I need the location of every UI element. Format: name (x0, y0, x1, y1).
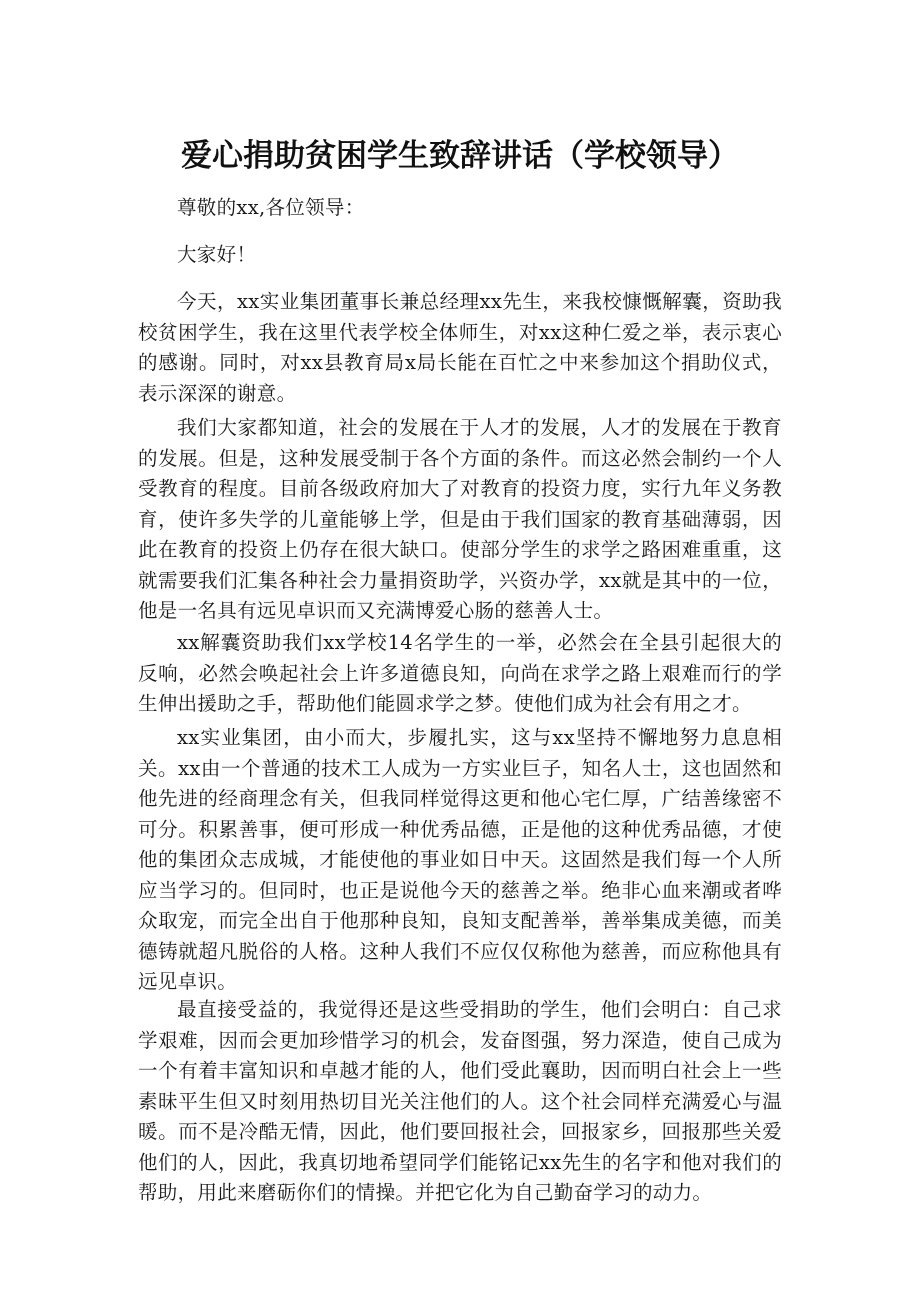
salutation: 尊敬的xx,各位领导： (177, 196, 365, 219)
paragraph-5: 最直接受益的，我觉得还是这些受捐助的学生，他们会明白：自己求学艰难，因而会更加珍惜学习的机会，发奋图强，努力深造，使自己成为一个有着丰富知识和卓越才能的人，他们受此襄助，因而明白社会上一些素昧平生但又时刻用热切目光关注他们的人。这个社会同样充满爱心与温暖。而不是冷酷无情，因此，他们要回报社会，回报家乡，回报那些关爱他们的人，因此，我真切地希望同学们能铭记xx先生的名字和他对我们的帮助，用此来磨砺你们的情操。并把它化为自己勤奋学习的动力。 (138, 998, 782, 1204)
paragraph-3: xx解囊资助我们xx学校14名学生的一举，必然会在全县引起很大的反响，必然会唤起社会上许多道德良知，向尚在求学之路上艰难而行的学生伸出援助之手，帮助他们能圆求学之梦。使他们成为社会有用之才。 (138, 631, 782, 715)
paragraph-4: xx实业集团，由小而大，步履扎实，这与xx坚持不懈地努力息息相关。xx由一个普通的技术工人成为一方实业巨子，知名人士，这也固然和他先进的经商理念有关，但我同样觉得这更和他心宅仁厚，广结善缘密不可分。积累善事，便可形成一种优秀品德，正是他的这种优秀品德，才使他的集团众志成城，才能使他的事业如日中天。这固然是我们每一个人所应当学习的。但同时，也正是说他今天的慈善之举。绝非心血来潮或者哗众取宠，而完全出自于他那种良知，良知支配善举，善举集成美德，而美德铸就超凡脱俗的人格。这种人我们不应仅仅称他为慈善，而应称他具有远见卓识。 (138, 726, 782, 993)
greeting: 大家好！ (177, 243, 257, 266)
paragraph-2: 我们大家都知道，社会的发展在于人才的发展，人才的发展在于教育的发展。但是，这种发展受制于各个方面的条件。而这必然会制约一个人受教育的程度。目前各级政府加大了对教育的投资力度，实行九年义务教育，使许多失学的儿童能够上学，但是由于我们国家的教育基础薄弱，因此在教育的投资上仍存在很大缺口。使部分学生的求学之路困难重重，这就需要我们汇集各种社会力量捐资助学，兴资办学，xx就是其中的一位，他是一名具有远见卓识而又充满博爱心肠的慈善人士。 (138, 416, 782, 622)
paragraph-1: 今天，xx实业集团董事长兼总经理xx先生，来我校慷慨解囊，资助我校贫困学生，我在这里代表学校全体师生，对xx这种仁爱之举，表示衷心的感谢。同时，对xx县教育局x局长能在百忙之中来参加这个捐助仪式，表示深深的谢意。 (138, 290, 782, 405)
document-title: 爱心捐助贫困学生致辞讲话（学校领导） (181, 138, 739, 174)
